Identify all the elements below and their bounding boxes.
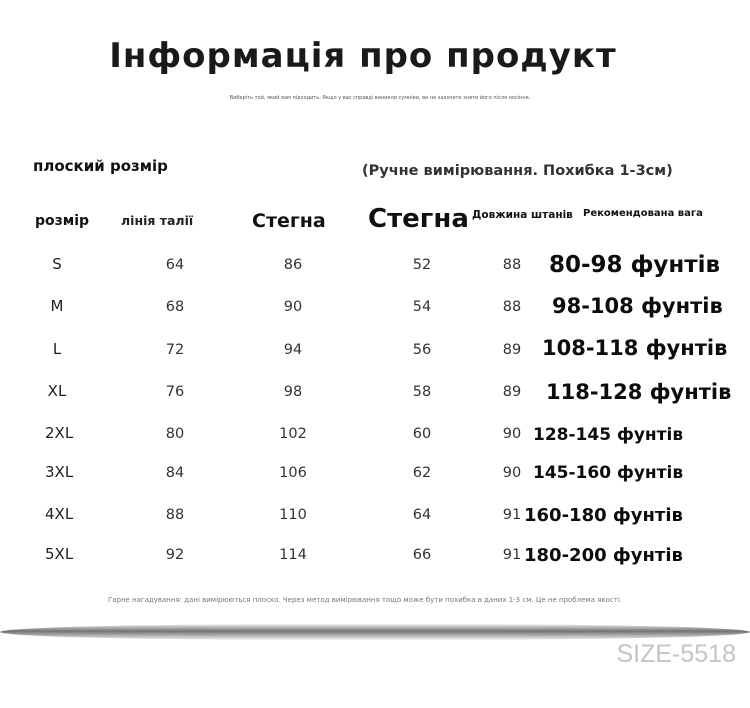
cell-waist: 84 — [165, 465, 185, 481]
header-waist: лінія талії — [121, 213, 194, 228]
divider-shadow — [0, 624, 750, 640]
cell-hip: 114 — [279, 547, 307, 563]
cell-waist: 76 — [165, 384, 185, 400]
cell-size: 2XL — [45, 424, 74, 442]
cell-recommended-weight: 145-160 фунтів — [533, 463, 684, 483]
cell-recommended-weight: 118-128 фунтів — [546, 380, 732, 404]
header-hip-second: Стегна — [368, 204, 469, 234]
cell-recommended-weight: 80-98 фунтів — [549, 252, 721, 278]
header-size: розмір — [35, 213, 90, 229]
cell-size: 5XL — [45, 545, 74, 563]
cell-waist: 92 — [165, 547, 185, 563]
cell-hip: 106 — [279, 465, 307, 481]
cell-hip-second: 54 — [412, 299, 432, 315]
flat-size-label: плоский розмір — [33, 157, 168, 175]
product-code: SIZE-5518 — [616, 640, 736, 668]
header-pants-length: Довжина штанів — [472, 209, 573, 221]
cell-recommended-weight: 128-145 фунтів — [533, 425, 684, 445]
cell-hip: 102 — [279, 426, 307, 442]
cell-hip-second: 66 — [412, 547, 432, 563]
cell-hip-second: 62 — [412, 465, 432, 481]
cell-hip-second: 60 — [412, 426, 432, 442]
cell-size: S — [52, 255, 62, 273]
cell-waist: 88 — [165, 507, 185, 523]
cell-size: L — [52, 340, 62, 358]
cell-size: 3XL — [45, 463, 74, 481]
cell-size: 4XL — [45, 505, 74, 523]
cell-recommended-weight: 160-180 фунтів — [524, 505, 683, 526]
cell-pants-length: 88 — [502, 299, 522, 315]
cell-hip-second: 58 — [412, 384, 432, 400]
cell-hip: 110 — [279, 507, 307, 523]
cell-pants-length: 88 — [502, 257, 522, 273]
subtitle: Виберіть той, який вам підходить. Якщо у вас справді виникли сумніви, ви не захочете зняти його після носіння. — [229, 95, 531, 101]
cell-hip: 86 — [283, 257, 303, 273]
cell-pants-length: 89 — [502, 342, 522, 358]
cell-waist: 64 — [165, 257, 185, 273]
cell-size: M — [50, 297, 64, 315]
cell-pants-length: 90 — [502, 465, 522, 481]
cell-hip-second: 64 — [412, 507, 432, 523]
cell-pants-length: 90 — [502, 426, 522, 442]
header-hip: Стегна — [252, 210, 326, 232]
cell-size: XL — [47, 382, 67, 400]
cell-waist: 68 — [165, 299, 185, 315]
cell-hip: 98 — [283, 384, 303, 400]
cell-waist: 80 — [165, 426, 185, 442]
measurement-note: (Ручне вимірювання. Похибка 1-3см) — [362, 163, 673, 179]
page-title: Інформація про продукт — [109, 36, 617, 76]
cell-recommended-weight: 98-108 фунтів — [552, 294, 723, 318]
cell-hip: 90 — [283, 299, 303, 315]
header-recommended-weight: Рекомендована вага — [583, 208, 703, 219]
footer-note: Гарне нагадування: дані вимірюються плоско. Через метод вимірювання тощо може бути похибка в даних 1-3 см. Це не проблема якості. — [107, 596, 623, 604]
cell-hip-second: 56 — [412, 342, 432, 358]
cell-pants-length: 91 — [502, 547, 522, 563]
cell-pants-length: 89 — [502, 384, 522, 400]
cell-waist: 72 — [165, 342, 185, 358]
cell-hip-second: 52 — [412, 257, 432, 273]
cell-recommended-weight: 108-118 фунтів — [542, 336, 728, 360]
cell-pants-length: 91 — [502, 507, 522, 523]
cell-hip: 94 — [283, 342, 303, 358]
cell-recommended-weight: 180-200 фунтів — [524, 545, 683, 566]
